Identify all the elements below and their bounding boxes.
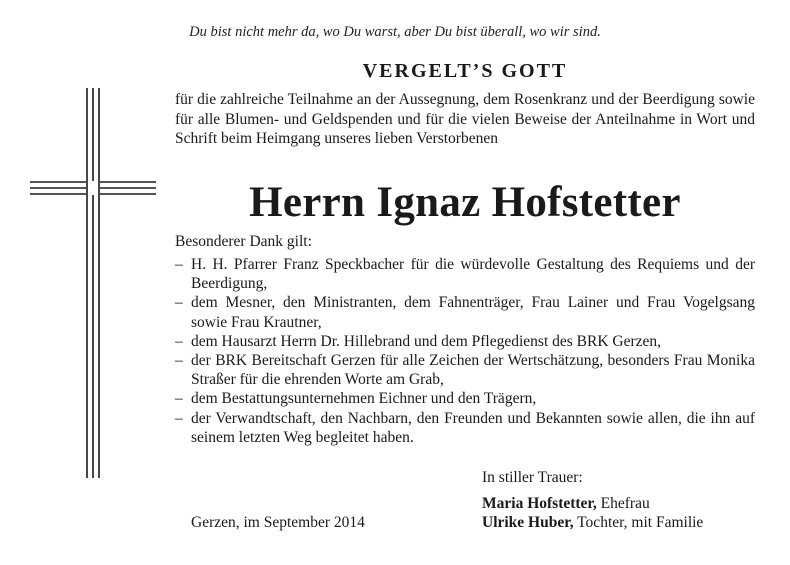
list-item (175, 332, 755, 351)
list-item-text: dem Bestattungsunternehmen Eichner und den Trägern, (191, 390, 537, 408)
dash-glyph: – (175, 409, 183, 427)
dash-glyph: – (175, 294, 183, 312)
mourner-line (482, 495, 650, 513)
mourner-line (482, 514, 703, 532)
list-item-text: H. H. Pfarrer Franz Speckbacher für die würdevolle Gestaltung des Requiems und der Beerdigung, (191, 256, 755, 293)
mourning-label: In stiller Trauer: (482, 469, 583, 486)
mourner-relation: Tochter, mit Familie (573, 514, 704, 531)
list-item-text: der BRK Bereitschaft Gerzen für alle Zeichen der Wertschätzung, besonders Frau Monika Straßer für die ehrenden Worte am Grab, (191, 352, 755, 389)
thanks-title: Besonderer Dank gilt: (175, 233, 312, 250)
mourner-relation: Ehefrau (596, 495, 650, 512)
heading: VERGELT’S GOTT (362, 60, 568, 82)
motto: Du bist nicht mehr da, wo Du warst, aber Du bist überall, wo wir sind. (189, 24, 601, 40)
thanks-list (175, 255, 755, 447)
intro-text: für die zahlreiche Teilnahme an der Aussegnung, dem Rosenkranz und der Beerdigung sowie für alle Blumen- und Geldspenden und für die vielen Beweise der Anteilnahme in Wort und Schrift beim Heimgang unseres lieben Verstorbenen (175, 91, 755, 147)
dash-glyph: – (175, 332, 183, 350)
dash-glyph: – (175, 390, 183, 408)
list-item-text: dem Hausarzt Herrn Dr. Hillebrand und dem Pflegedienst des BRK Gerzen, (191, 332, 662, 350)
list-item-text: dem Mesner, den Ministranten, dem Fahnenträger, Frau Lainer und Frau Vogelgsang sowie Frau Krautner, (191, 294, 755, 331)
cross-icon (30, 88, 160, 478)
mourner-name: Maria Hofstetter, (482, 495, 597, 512)
list-item (175, 351, 755, 389)
dash-glyph: – (175, 352, 183, 370)
list-item (175, 255, 755, 293)
list-item (175, 409, 755, 447)
list-item (175, 389, 755, 408)
mourner-name: Ulrike Huber, (482, 514, 574, 531)
dash-glyph: – (175, 256, 183, 273)
list-item-text: der Verwandtschaft, den Nachbarn, den Freunden und Bekannten sowie allen, die ihn auf seinem letzten Weg begleitet haben. (191, 409, 755, 446)
place-date: Gerzen, im September 2014 (191, 514, 365, 531)
list-item (175, 293, 755, 331)
deceased-name: Herrn Ignaz Hofstetter (249, 179, 681, 226)
